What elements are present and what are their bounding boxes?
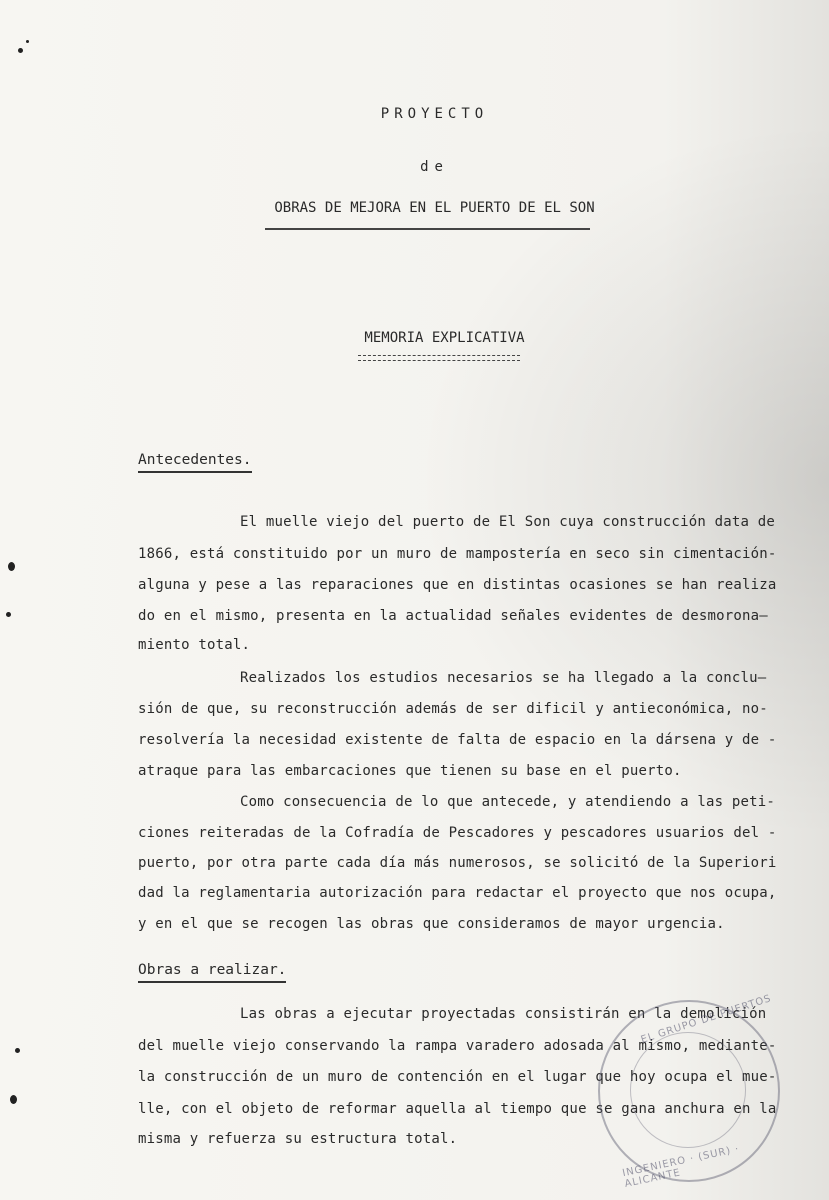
document-title: PROYECTO bbox=[380, 106, 489, 122]
paragraph-line: ciones reiteradas de la Cofradía de Pescadores y pescadores usuarios del - bbox=[138, 825, 777, 841]
paragraph-line: Las obras a ejecutar proyectadas consistirán en la demolición bbox=[240, 1006, 767, 1022]
subtitle-underline bbox=[265, 228, 590, 230]
memoria-heading: MEMORIA EXPLICATIVA bbox=[364, 330, 525, 346]
stamp-inner-ring bbox=[630, 1032, 746, 1148]
paragraph-line: alguna y pese a las reparaciones que en distintas ocasiones se han realiza bbox=[138, 577, 777, 593]
paragraph-line: Realizados los estudios necesarios se ha llegado a la conclu— bbox=[240, 670, 767, 686]
paragraph-line: resolvería la necesidad existente de falta de espacio en la dársena y de - bbox=[138, 732, 777, 748]
paragraph-line: dad la reglamentaria autorización para redactar el proyecto que nos ocupa, bbox=[138, 885, 777, 901]
document-preposition: de bbox=[420, 159, 449, 175]
memoria-double-underline bbox=[358, 355, 520, 361]
document-subtitle: OBRAS DE MEJORA EN EL PUERTO DE EL SON bbox=[274, 200, 595, 216]
stamp-text-bottom: INGENIERO · (SUR) · ALICANTE bbox=[621, 1143, 741, 1190]
paragraph-line: la construcción de un muro de contención en el lugar que hoy ocupa el mue- bbox=[138, 1069, 777, 1085]
paragraph-line: Como consecuencia de lo que antecede, y atendiendo a las peti- bbox=[240, 794, 775, 810]
margin-mark bbox=[10, 1095, 17, 1104]
paragraph-line: lle, con el objeto de reformar aquella al tiempo que se gana anchura en la bbox=[138, 1101, 777, 1117]
paragraph-line: El muelle viejo del puerto de El Son cuya construcción data de bbox=[240, 514, 775, 530]
section-heading-obras: Obras a realizar. bbox=[138, 962, 286, 983]
margin-mark bbox=[6, 612, 11, 617]
section-heading-antecedentes: Antecedentes. bbox=[138, 452, 252, 473]
paragraph-line: sión de que, su reconstrucción además de ser dificil y antieconómica, no- bbox=[138, 701, 768, 717]
paragraph-line: atraque para las embarcaciones que tienen su base en el puerto. bbox=[138, 763, 682, 779]
paragraph-line: do en el mismo, presenta en la actualidad señales evidentes de desmorona— bbox=[138, 608, 768, 624]
margin-mark bbox=[8, 562, 15, 571]
paragraph-line: 1866, está constituido por un muro de mampostería en seco sin cimentación- bbox=[138, 546, 777, 562]
margin-mark bbox=[15, 1048, 20, 1053]
official-stamp bbox=[598, 993, 780, 1190]
paragraph-line: miento total. bbox=[138, 637, 251, 653]
paragraph-line: misma y refuerza su estructura total. bbox=[138, 1131, 458, 1147]
paragraph-line: del muelle viejo conservando la rampa varadero adosada al mismo, mediante- bbox=[138, 1038, 777, 1054]
paragraph-line: puerto, por otra parte cada día más numerosos, se solicitó de la Superiori bbox=[138, 855, 777, 871]
stamp-text-top: EL GRUPO DE PUERTOS bbox=[639, 993, 773, 1046]
paragraph-line: y en el que se recogen las obras que consideramos de mayor urgencia. bbox=[138, 916, 725, 932]
margin-mark bbox=[26, 40, 29, 43]
margin-mark bbox=[18, 48, 23, 53]
